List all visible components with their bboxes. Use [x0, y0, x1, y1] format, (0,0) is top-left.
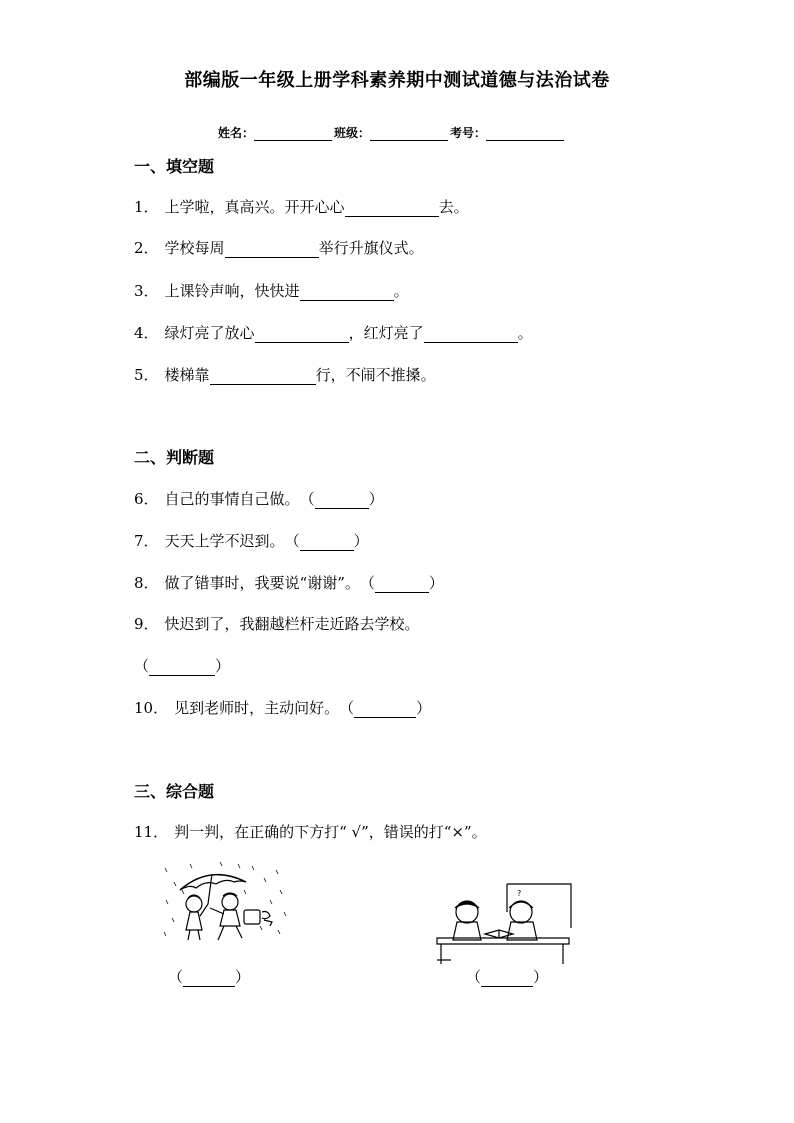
question-text: ，红灯亮了 — [348, 324, 424, 342]
answer-parentheses[interactable] — [466, 966, 548, 987]
question-number: 11． — [134, 823, 169, 841]
answer-parentheses[interactable] — [134, 655, 230, 676]
question-5 — [134, 364, 436, 385]
question-text: 去。 — [438, 198, 469, 216]
question-text: 判一判，在正确的下方打“ √”，错误的打“×”。 — [174, 823, 487, 841]
question-number: 1． — [134, 198, 159, 216]
question-text: 。 — [393, 282, 409, 300]
section-true-false-title: 二、判断题 — [134, 448, 215, 467]
open-paren: （ — [299, 490, 315, 508]
question-1 — [134, 196, 469, 217]
picture-2-answer — [466, 966, 548, 987]
name-label: 姓名： — [218, 126, 255, 140]
question-9-answer — [134, 655, 230, 676]
close-paren: ） — [353, 532, 369, 550]
question-text: 楼梯靠 — [164, 366, 210, 384]
question-text: 快迟到了，我翻越栏杆走近路去学校。 — [164, 615, 420, 633]
question-11 — [134, 821, 487, 842]
class-blank[interactable] — [370, 126, 448, 141]
question-number: 10． — [134, 699, 169, 717]
question-3 — [134, 280, 409, 301]
answer-parentheses[interactable] — [360, 572, 444, 593]
question-text: 上学啦，真高兴。开开心心 — [164, 198, 345, 216]
answer-parentheses[interactable] — [285, 530, 369, 551]
answer-blank[interactable] — [354, 703, 416, 718]
close-paren: ） — [533, 968, 549, 986]
question-number: 5． — [134, 366, 159, 384]
question-text: 见到老师时，主动问好。 — [174, 699, 340, 717]
question-text: 绿灯亮了放心 — [164, 324, 255, 342]
name-blank[interactable] — [254, 126, 332, 141]
answer-parentheses[interactable] — [300, 488, 384, 509]
close-paren: ） — [215, 657, 231, 675]
question-number: 8． — [134, 574, 159, 592]
svg-text:?: ? — [517, 889, 522, 898]
question-text: 天天上学不迟到。 — [164, 532, 285, 550]
question-4 — [134, 322, 533, 343]
class-label: 班级： — [334, 126, 371, 140]
question-number: 9． — [134, 615, 159, 633]
question-number: 3． — [134, 282, 159, 300]
question-7 — [134, 530, 369, 551]
answer-blank[interactable] — [255, 326, 349, 343]
exam-number-blank[interactable] — [486, 126, 564, 141]
question-text: 自己的事情自己做。 — [164, 490, 300, 508]
answer-blank[interactable] — [149, 661, 215, 676]
question-10 — [134, 697, 431, 718]
answer-blank[interactable] — [481, 972, 533, 987]
answer-blank[interactable] — [300, 284, 394, 301]
question-6 — [134, 488, 384, 509]
question-2 — [134, 237, 424, 258]
answer-parentheses[interactable] — [168, 966, 250, 987]
question-number: 4． — [134, 324, 159, 342]
question-number: 2． — [134, 239, 159, 257]
section-comprehensive-title: 三、综合题 — [134, 782, 215, 801]
children-sharing-umbrella-image — [160, 860, 290, 944]
answer-blank[interactable] — [183, 972, 235, 987]
question-text: 上课铃声响，快快进 — [164, 282, 300, 300]
answer-parentheses[interactable] — [339, 697, 431, 718]
answer-blank[interactable] — [345, 200, 439, 217]
open-paren: （ — [284, 532, 300, 550]
close-paren: ） — [235, 968, 251, 986]
children-at-desk-image — [433, 882, 575, 966]
question-text: 行，不闹不推搡。 — [315, 366, 436, 384]
answer-blank[interactable] — [300, 536, 354, 551]
answer-blank[interactable] — [315, 494, 369, 509]
open-paren: （ — [359, 574, 375, 592]
answer-blank[interactable] — [375, 578, 429, 593]
question-9 — [134, 613, 420, 634]
close-paren: ） — [368, 490, 384, 508]
question-text: 做了错事时，我要说“谢谢”。 — [164, 574, 360, 592]
answer-blank[interactable] — [424, 326, 518, 343]
student-info-row — [218, 124, 566, 141]
question-text: 。 — [517, 324, 533, 342]
open-paren: （ — [134, 657, 150, 675]
question-number: 7． — [134, 532, 159, 550]
question-number: 6． — [134, 490, 159, 508]
question-text: 学校每周 — [164, 239, 225, 257]
page-title: 部编版一年级上册学科素养期中测试道德与法治试卷 — [184, 70, 610, 91]
section-fill-in-title: 一、填空题 — [134, 157, 215, 176]
answer-blank[interactable] — [210, 368, 316, 385]
exam-number-label: 考号： — [450, 126, 487, 140]
open-paren: （ — [339, 699, 355, 717]
answer-blank[interactable] — [225, 241, 319, 258]
open-paren: （ — [168, 968, 184, 986]
close-paren: ） — [428, 574, 444, 592]
question-text: 举行升旗仪式。 — [318, 239, 424, 257]
close-paren: ） — [416, 699, 432, 717]
picture-1-answer — [168, 966, 250, 987]
question-8 — [134, 572, 444, 593]
open-paren: （ — [466, 968, 482, 986]
